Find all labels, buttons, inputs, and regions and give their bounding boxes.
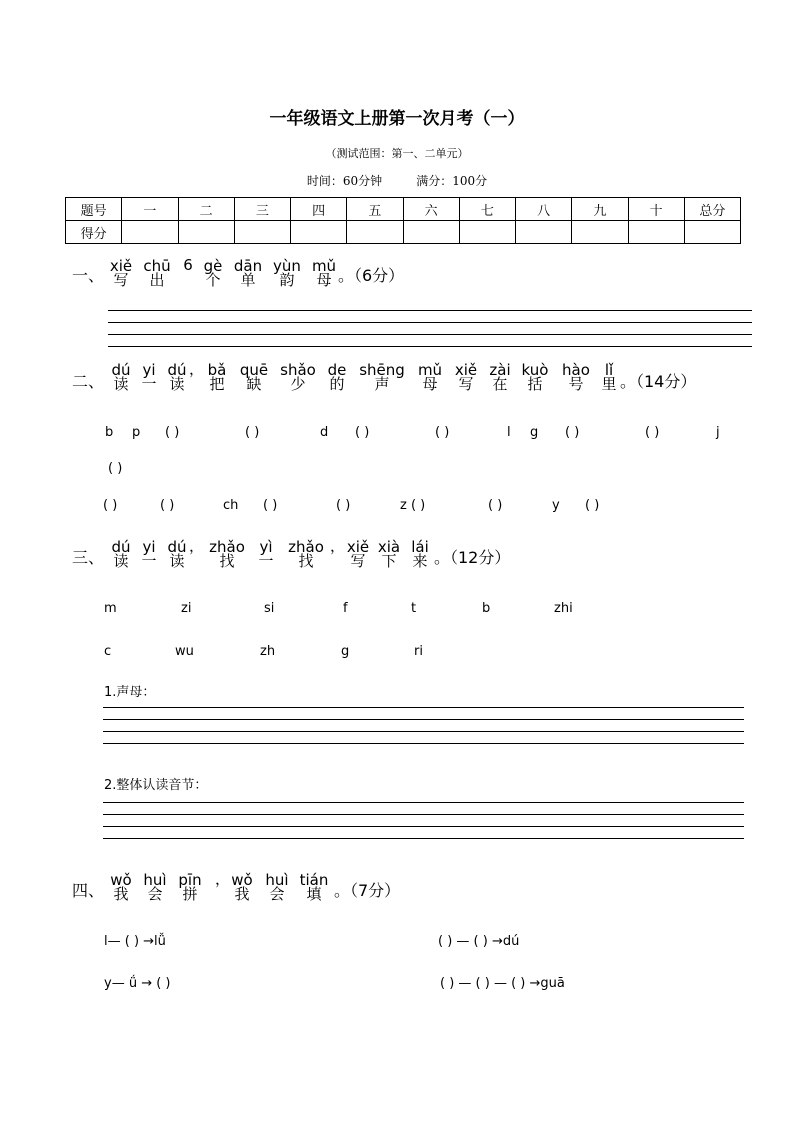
pinyin-item: c <box>104 644 112 659</box>
score-header-cell: 总分 <box>684 198 740 221</box>
pinyin-item: g <box>341 644 350 659</box>
ruby-char: dú 读 <box>111 538 131 570</box>
ruby-char: zhǎo 找 <box>209 538 245 570</box>
answer-blank[interactable]: ( ) <box>245 425 260 440</box>
pinyin-item: zi <box>181 601 192 616</box>
score-header-cell: 一 <box>122 198 178 221</box>
score-header-cell: 三 <box>234 198 290 221</box>
score-table-header-row <box>66 198 741 221</box>
answer-blank[interactable]: ( ) <box>488 498 503 513</box>
section-number: 二、 <box>72 372 105 391</box>
pinyin-item: y <box>552 498 560 513</box>
score-input-cell[interactable] <box>234 221 290 244</box>
writing-lines[interactable] <box>103 707 744 745</box>
answer-blank[interactable]: ( ) <box>336 498 351 513</box>
ruby-char: ， <box>189 360 205 378</box>
ruby-char: wǒ 我 <box>231 871 253 903</box>
ruby-char: ， <box>189 537 205 555</box>
section-points: 。（6分） <box>338 266 405 285</box>
ruby-char: xiě 写 <box>454 361 478 393</box>
ruby-char: ， <box>330 537 346 555</box>
ruby-char: zhǎo 找 <box>288 538 324 570</box>
ruby-char: dú 读 <box>111 361 131 393</box>
pinyin-item: si <box>264 601 275 616</box>
score-header-cell: 四 <box>291 198 347 221</box>
score-table <box>65 197 741 244</box>
ruby-char: xiě 写 <box>346 538 370 570</box>
ruby-char: kuò 括 <box>521 361 549 393</box>
page-title: 一年级语文上册第一次月考（一） <box>269 109 525 129</box>
spelling-item[interactable]: ( ) — ( ) — ( ) →guā <box>440 976 565 991</box>
pinyin-item: wu <box>175 644 194 659</box>
pinyin-item: t <box>411 601 417 616</box>
answer-blank[interactable]: ( ) <box>645 425 660 440</box>
section-number: 一、 <box>72 266 105 285</box>
sub-question-label: 1.声母： <box>104 685 156 700</box>
section-points: 。（12分） <box>434 548 511 567</box>
answer-blank[interactable]: ( ) <box>160 498 175 513</box>
ruby-char: shēng 声 <box>359 361 405 393</box>
ruby-char: de 的 <box>327 361 347 393</box>
score-header-cell: 九 <box>572 198 628 221</box>
ruby-char: dú 读 <box>167 538 187 570</box>
ruby-char: xiě 写 <box>109 257 133 289</box>
exam-info <box>0 172 794 189</box>
score-input-cell[interactable] <box>291 221 347 244</box>
ruby-char: chū 出 <box>143 257 171 289</box>
ruby-char: huì 会 <box>143 871 167 903</box>
ruby-char: yì 一 <box>258 538 274 570</box>
score-input-cell[interactable] <box>347 221 403 244</box>
score-input-cell[interactable] <box>459 221 515 244</box>
pinyin-item: ri <box>414 644 423 659</box>
ruby-char: yi 一 <box>141 361 157 393</box>
score-header-cell: 六 <box>403 198 459 221</box>
score-row-label: 得分 <box>66 221 122 244</box>
ruby-char: huì 会 <box>265 871 289 903</box>
score-input-cell[interactable] <box>628 221 684 244</box>
pinyin-item: d <box>320 425 329 440</box>
score-input-cell[interactable] <box>178 221 234 244</box>
section-points: 。（7分） <box>334 881 401 900</box>
ruby-char: zài 在 <box>489 361 511 393</box>
score-input-cell[interactable] <box>516 221 572 244</box>
ruby-char: wǒ 我 <box>110 871 132 903</box>
ruby-char: quē 缺 <box>239 361 269 393</box>
section-number: 三、 <box>72 548 105 567</box>
pinyin-item: j <box>716 425 720 440</box>
pinyin-item: ch <box>223 498 239 513</box>
pinyin-item: zh <box>260 644 276 659</box>
ruby-char: pīn 拼 <box>178 871 202 903</box>
ruby-char: yi 一 <box>141 538 157 570</box>
answer-blank[interactable]: ( ) <box>108 461 123 476</box>
spelling-item[interactable]: ( ) — ( ) →dú <box>438 934 520 949</box>
pinyin-item: b <box>105 425 114 440</box>
ruby-char: bǎ 把 <box>207 361 227 393</box>
score-header-cell: 八 <box>516 198 572 221</box>
ruby-char: mǔ 母 <box>417 361 443 393</box>
ruby-char: tián 填 <box>299 871 329 903</box>
answer-blank[interactable]: z ( ) <box>400 498 426 513</box>
ruby-char: gè 个 <box>203 257 223 289</box>
ruby-char: dān 单 <box>233 257 263 289</box>
score-input-cell[interactable] <box>572 221 628 244</box>
ruby-char: lǐ 里 <box>601 361 617 393</box>
answer-blank[interactable]: ( ) <box>165 425 180 440</box>
pinyin-item: g <box>530 425 539 440</box>
answer-blank[interactable]: ( ) <box>103 498 118 513</box>
ruby-char: lái 来 <box>411 538 429 570</box>
section-points: 。（14分） <box>620 372 697 391</box>
pinyin-item: zhi <box>554 601 573 616</box>
page-subtitle: （测试范围：第一、二单元） <box>325 147 469 160</box>
time-label: 时间：60分钟 <box>306 174 383 188</box>
pinyin-item: b <box>482 601 491 616</box>
writing-lines[interactable] <box>103 802 744 840</box>
score-input-cell[interactable] <box>403 221 459 244</box>
ruby-char: 6 <box>183 256 193 274</box>
pinyin-item: m <box>104 601 117 616</box>
ruby-char: dú 读 <box>167 361 187 393</box>
sub-question-label: 2.整体认读音节： <box>104 778 208 793</box>
pinyin-item: f <box>343 601 348 616</box>
score-header-cell: 十 <box>628 198 684 221</box>
score-table-score-row <box>66 221 741 244</box>
answer-blank[interactable]: ( ) <box>585 498 600 513</box>
answer-blank[interactable]: ( ) <box>355 425 370 440</box>
section-number: 四、 <box>72 881 105 900</box>
pinyin-item: l <box>507 425 511 440</box>
score-input-cell[interactable] <box>684 221 740 244</box>
ruby-char: ， <box>215 870 231 888</box>
answer-blank[interactable]: ( ) <box>435 425 450 440</box>
ruby-char: xià 下 <box>377 538 401 570</box>
score-input-cell[interactable] <box>122 221 178 244</box>
spelling-item[interactable]: l— ( ) →lǚ <box>104 934 166 949</box>
writing-lines[interactable] <box>108 310 752 348</box>
score-header-cell: 七 <box>459 198 515 221</box>
score-label: 满分：100分 <box>416 174 488 188</box>
ruby-char: shǎo 少 <box>280 361 316 393</box>
answer-blank[interactable]: ( ) <box>565 425 580 440</box>
score-header-cell: 五 <box>347 198 403 221</box>
ruby-char: hào 号 <box>562 361 590 393</box>
pinyin-item: p <box>132 425 141 440</box>
spelling-item[interactable]: y— ǘ → ( ) <box>104 976 171 991</box>
score-header-cell: 二 <box>178 198 234 221</box>
ruby-char: mǔ 母 <box>311 257 337 289</box>
answer-blank[interactable]: ( ) <box>263 498 278 513</box>
ruby-char: yùn 韵 <box>273 257 301 289</box>
score-header-cell: 题号 <box>66 198 122 221</box>
